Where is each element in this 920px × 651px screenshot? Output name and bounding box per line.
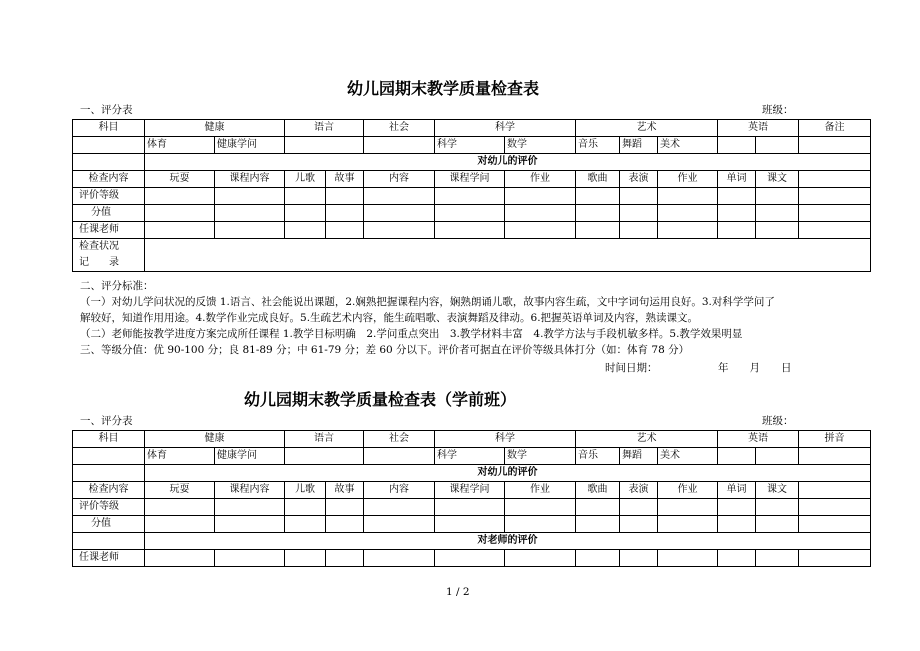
item-content: 内容	[364, 171, 435, 188]
record-label	[73, 239, 145, 272]
children-eval-header: 对幼儿的评价	[145, 154, 871, 171]
header-subject: 科目	[73, 120, 145, 137]
header-language: 语言	[285, 120, 364, 137]
sub-fine-art: 美术	[658, 137, 718, 154]
class-label-2: 班级：	[762, 415, 794, 427]
item-song: 歌曲	[576, 171, 620, 188]
sub-math-2: 数学	[505, 448, 576, 465]
record-label-line2: 记 录	[79, 257, 119, 268]
item-course-knowledge-2: 课程学问	[435, 482, 505, 499]
header-society-2: 社会	[364, 431, 435, 448]
class-label: 班级：	[762, 104, 794, 116]
item-homework-2: 作业	[658, 171, 718, 188]
sub-health-knowledge: 健康学问	[215, 137, 285, 154]
score-table-1	[72, 119, 871, 272]
sub-music-2: 音乐	[576, 448, 620, 465]
item-check-content-2: 检查内容	[73, 482, 145, 499]
header-science: 科学	[435, 120, 576, 137]
score-value-label: 分值	[73, 205, 145, 222]
item-words: 单词	[718, 171, 756, 188]
date-fields: 年 月 日	[718, 362, 792, 374]
header-art: 艺术	[576, 120, 718, 137]
criteria-para-1-line2: 解较好，知道作用用途。4.数学作业完成良好。5.生疏艺术内容，能生疏唱歌、表演舞蹈及律动。6.把握英语单词及内容，熟读课文。	[80, 312, 699, 324]
item-check-content: 检查内容	[73, 171, 145, 188]
item-performance-2: 表演	[620, 482, 658, 499]
item-story-2: 故事	[326, 482, 364, 499]
score-table-2	[72, 430, 871, 567]
page-title: 幼儿园期末教学质量检查表	[347, 79, 540, 98]
header-health-2: 健康	[145, 431, 285, 448]
item-play: 玩耍	[145, 171, 215, 188]
sub-math: 数学	[505, 137, 576, 154]
sub-pe-2: 体育	[145, 448, 215, 465]
item-rhyme: 儿歌	[285, 171, 326, 188]
item-text-2: 课文	[756, 482, 799, 499]
sub-health-knowledge-2: 健康学问	[215, 448, 285, 465]
criteria-para-2: （二）老师能按教学进度方案完成所任课程 1.教学目标明确 2.学问重点突出 3.教学材料丰富 4.教学方法与手段机敏多样。5.教学效果明显	[80, 328, 743, 340]
sub-fine-art-2: 美术	[658, 448, 718, 465]
item-song-2: 歌曲	[576, 482, 620, 499]
sub-science: 科学	[435, 137, 505, 154]
page-title-preschool: 幼儿园期末教学质量检查表（学前班）	[244, 390, 517, 409]
header-remarks: 备注	[799, 120, 871, 137]
header-science-2: 科学	[435, 431, 576, 448]
teacher-label: 任课老师	[73, 222, 145, 239]
item-text: 课文	[756, 171, 799, 188]
children-eval-header-2: 对幼儿的评价	[145, 465, 871, 482]
item-course-knowledge: 课程学问	[435, 171, 505, 188]
item-performance: 表演	[620, 171, 658, 188]
header-pinyin: 拼音	[799, 431, 871, 448]
item-homework: 作业	[505, 171, 576, 188]
grade-label-2: 评价等级	[73, 499, 145, 516]
section-heading-score-table: 一、评分表	[80, 104, 133, 116]
item-rhyme-2: 儿歌	[285, 482, 326, 499]
header-society: 社会	[364, 120, 435, 137]
header-language-2: 语言	[285, 431, 364, 448]
item-course-content: 课程内容	[215, 171, 285, 188]
sub-pe: 体育	[145, 137, 215, 154]
item-homework-2b: 作业	[658, 482, 718, 499]
header-english: 英语	[718, 120, 799, 137]
sub-dance: 舞蹈	[620, 137, 658, 154]
criteria-para-1-line1: （一）对幼儿学问状况的反馈 1.语言、社会能说出课题，2.娴熟把握课程内容，娴熟朗诵儿歌，故事内容生疏，文中字词句运用良好。3.对科学学问了	[80, 296, 775, 308]
score-value-label-2: 分值	[73, 516, 145, 533]
header-subject-2: 科目	[73, 431, 145, 448]
header-art-2: 艺术	[576, 431, 718, 448]
grade-label: 评价等级	[73, 188, 145, 205]
item-play-2: 玩耍	[145, 482, 215, 499]
sub-dance-2: 舞蹈	[620, 448, 658, 465]
item-content-2: 内容	[364, 482, 435, 499]
teacher-label-2: 任课老师	[73, 550, 145, 567]
record-label-line1: 检查状况	[79, 241, 119, 252]
item-course-content-2: 课程内容	[215, 482, 285, 499]
section-heading-score-table-2: 一、评分表	[80, 415, 133, 427]
header-english-2: 英语	[718, 431, 799, 448]
record-area	[145, 239, 871, 272]
item-homework-2a: 作业	[505, 482, 576, 499]
page-number: 1 / 2	[446, 586, 470, 598]
sub-music: 音乐	[576, 137, 620, 154]
item-story: 故事	[326, 171, 364, 188]
teacher-eval-header: 对老师的评价	[145, 533, 871, 550]
sub-science-2: 科学	[435, 448, 505, 465]
criteria-para-3: 三、等级分值：优 90-100 分；良 81-89 分；中 61-79 分；差 60 分以下。评价者可据直在评价等级具体打分（如：体育 78 分）	[80, 344, 690, 356]
item-words-2: 单词	[718, 482, 756, 499]
date-label: 时间日期：	[605, 362, 658, 374]
criteria-heading: 二、评分标准：	[80, 280, 154, 292]
header-health: 健康	[145, 120, 285, 137]
